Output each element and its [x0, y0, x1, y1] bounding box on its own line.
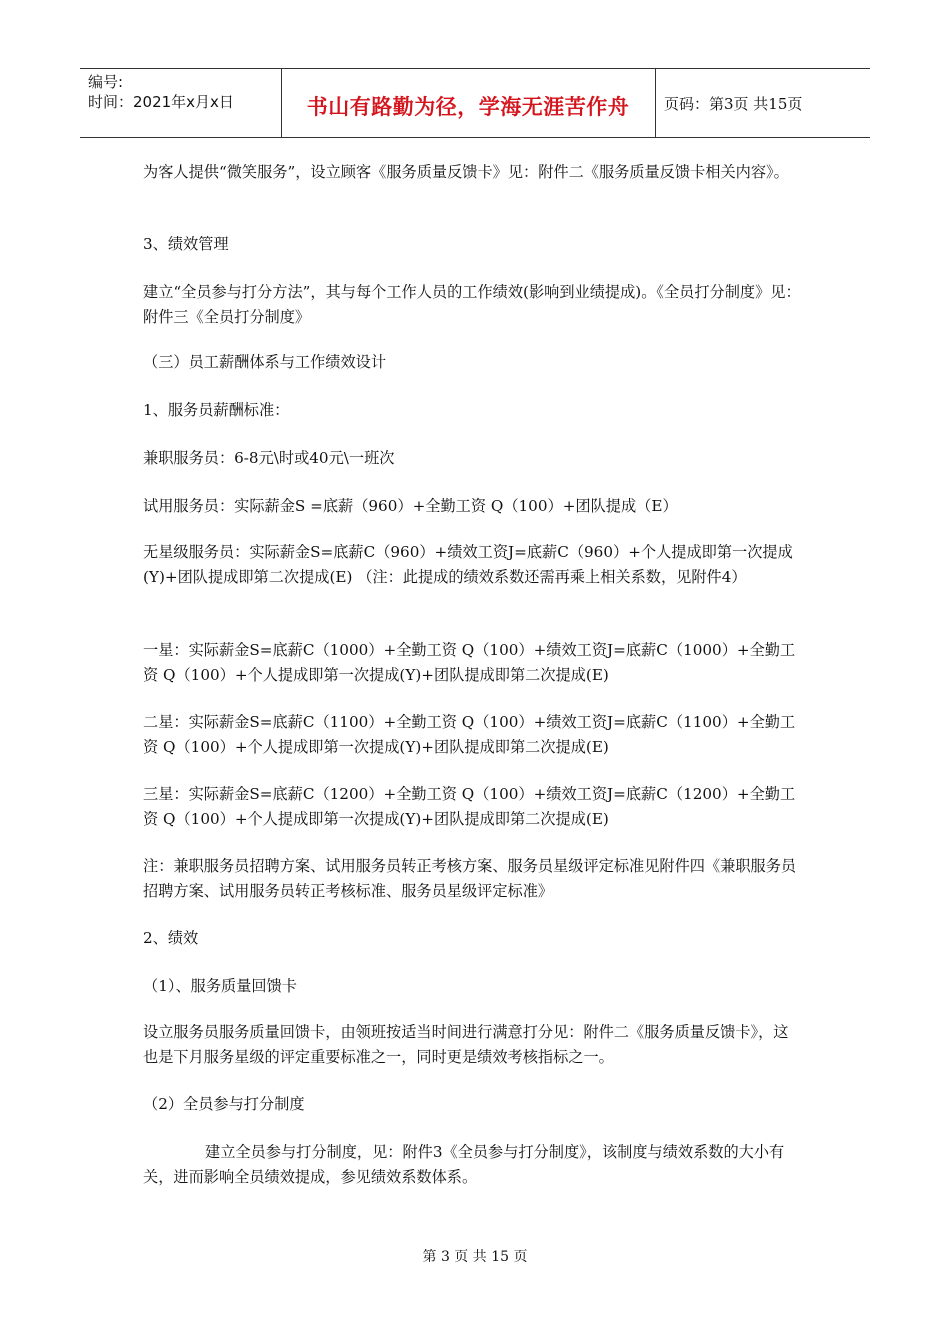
heading-scoring-system: （2）全员参与打分制度	[143, 1095, 305, 1113]
heading-salary-system: （三）员工薪酬体系与工作绩效设计	[143, 353, 386, 371]
header-motto: 书山有路勤为径，学海无涯苦作舟	[306, 94, 630, 119]
paragraph-no-star-salary: 无星级服务员：实际薪金S=底薪C（960）+绩效工资J=底薪C（960）+个人提成即第一次提成(Y)+团队提成即第二次提成(E) （注：此提成的绩效系数还需再乘上相关系数，见附件4）	[143, 543, 793, 586]
heading-feedback-card: （1）、服务质量回馈卡	[143, 977, 297, 995]
page-footer: 第 3 页 共 15 页	[422, 1249, 528, 1265]
header-motto-cell	[281, 69, 656, 137]
header-page-cell	[656, 69, 870, 137]
page-header	[80, 68, 870, 138]
paragraph-part-time-salary: 兼职服务员：6-8元\时或40元\一班次	[143, 449, 395, 467]
paragraph-probation-salary: 试用服务员：实际薪金S =底薪（960）+全勤工资 Q（100）+团队提成（E）	[143, 497, 678, 515]
paragraph-one-star-salary: 一星：实际薪金S=底薪C（1000）+全勤工资 Q（100）+绩效工资J=底薪C（1000）+全勤工资 Q（100）+个人提成即第一次提成(Y)+团队提成即第二次提成(E)	[143, 641, 796, 684]
paragraph-scoring-method: 建立“全员参与打分方法”，其与每个工作人员的工作绩效(影响到业绩提成)。《全员打分制度》见：附件三《全员打分制度》	[143, 283, 801, 326]
paragraph-note-attachment: 注：兼职服务员招聘方案、试用服务员转正考核方案、服务员星级评定标准见附件四《兼职服务员招聘方案、试用服务员转正考核标准、服务员星级评定标准》	[143, 857, 797, 900]
document-date: 时间：2021年x月x日	[88, 93, 234, 111]
paragraph-feedback-card: 设立服务员服务质量回馈卡，由领班按适当时间进行满意打分见：附件二《服务质量反馈卡》，这也是下月服务星级的评定重要标准之一，同时更是绩效考核指标之一。	[143, 1023, 789, 1066]
heading-performance-management: 3、绩效管理	[143, 235, 229, 253]
paragraph-three-star-salary: 三星：实际薪金S=底薪C（1200）+全勤工资 Q（100）+绩效工资J=底薪C（1200）+全勤工资 Q（100）+个人提成即第一次提成(Y)+团队提成即第二次提成(E)	[143, 785, 796, 828]
header-meta-cell	[80, 69, 282, 137]
heading-waiter-salary-standard: 1、服务员薪酬标准：	[143, 401, 290, 419]
heading-performance: 2、绩效	[143, 929, 199, 947]
paragraph-two-star-salary: 二星：实际薪金S=底薪C（1100）+全勤工资 Q（100）+绩效工资J=底薪C（1100）+全勤工资 Q（100）+个人提成即第一次提成(Y)+团队提成即第二次提成(E)	[143, 713, 796, 756]
paragraph-smile-service: 为客人提供“微笑服务”，设立顾客《服务质量反馈卡》见：附件二《服务质量反馈卡相关内容》。	[143, 163, 789, 181]
document-number-label: 编号:	[88, 73, 124, 91]
header-page-info: 页码：第3页 共15页	[664, 95, 803, 113]
paragraph-scoring-system: 建立全员参与打分制度，见：附件3《全员参与打分制度》，该制度与绩效系数的大小有关，进而影响全员绩效提成，参见绩效系数体系。	[143, 1143, 785, 1186]
